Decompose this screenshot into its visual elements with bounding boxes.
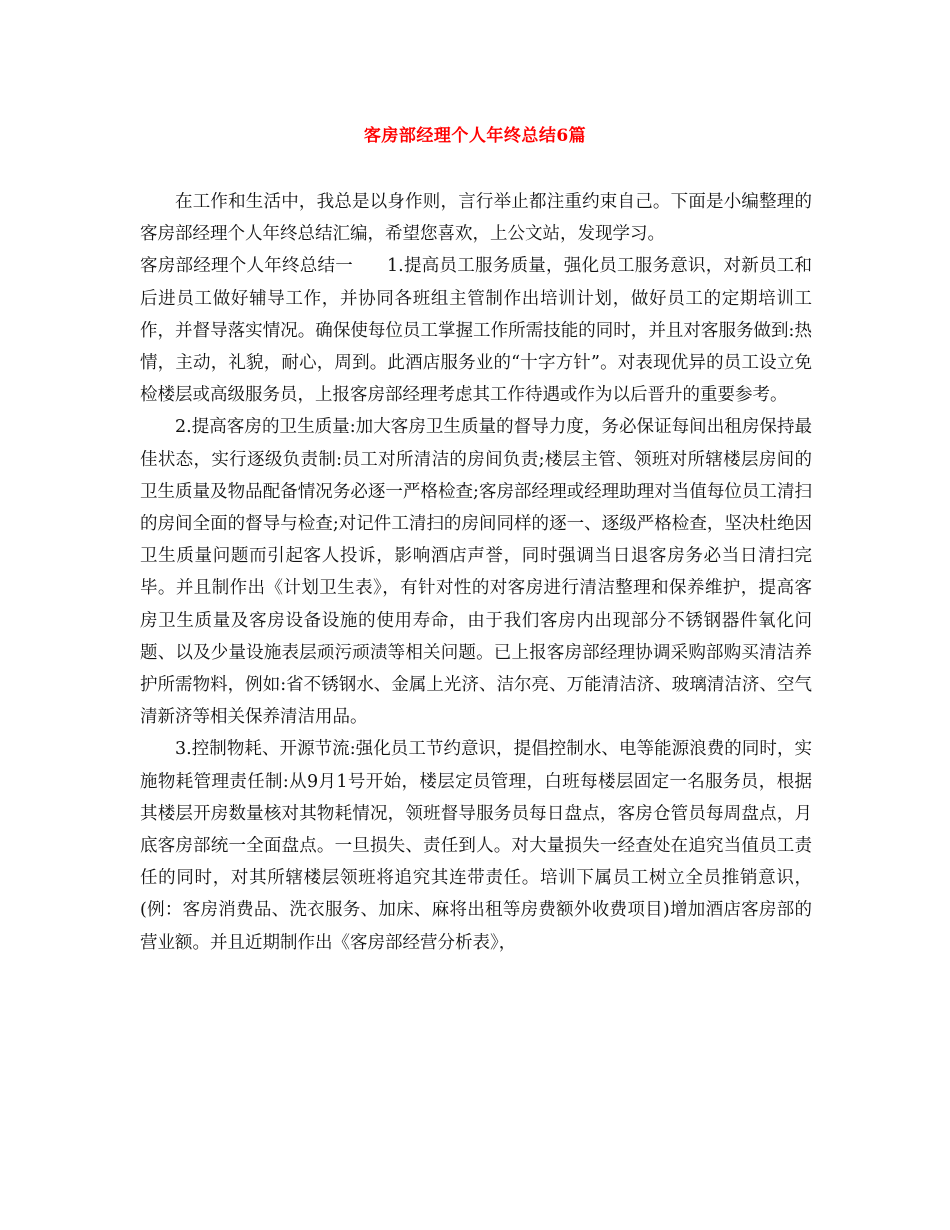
item-three-paragraph: 3.控制物耗、开源节流:强化员工节约意识，提倡控制水、电等能源浪费的同时，实施物耗管理责任制:从9月1号开始，楼层定员管理，白班每楼层固定一名服务员，根据其楼层开房数量核对其物耗情况，领班督导服务员每日盘点，客房仓管员每周盘点，月底客房部统一全面盘点。一旦损失、责任到人。对大量损失一经查处在追究当值员工责任的同时，对其所辖楼层领班将追究其连带责任。培训下属员工树立全员推销意识，(例：客房消费品、洗衣服务、加床、麻将出租等房费额外收费项目)增加酒店客房部的营业额。并且近期制作出《客房部经营分析表》， <box>140 739 812 953</box>
section-one-paragraph <box>140 250 812 411</box>
intro-paragraph: 在工作和生活中，我总是以身作则，言行举止都注重约束自己。下面是小编整理的客房部经理个人年终总结汇编，希望您喜欢，上公文站，发现学习。 <box>140 192 812 245</box>
item-two-paragraph: 2.提高客房的卫生质量:加大客房卫生质量的督导力度，务必保证每间出租房保持最佳状态，实行逐级负责制:员工对所清洁的房间负责;楼层主管、领班对所辖楼层房间的卫生质量及物品配备情况务必逐一严格检查;客房部经理或经理助理对当值每位员工清扫的房间全面的督导与检查;对记件工清扫的房间同样的逐一、逐级严格检查，坚决杜绝因卫生质量问题而引起客人投诉，影响酒店声誉，同时强调当日退客房务必当日清扫完毕。并且制作出《计划卫生表》，有针对性的对客房进行清洁整理和保养维护，提高客房卫生质量及客房设备设施的使用寿命，由于我们客房内出现部分不锈钢器件氧化问题、以及少量设施表层顽污顽渍等相关问题。已上报客房部经理协调采购部购买清洁养护所需物料，例如:省不锈钢水、金属上光济、洁尔亮、万能清洁济、玻璃清洁济、空气清新济等相关保养清洁用品。 <box>140 417 812 728</box>
section-heading: 客房部经理个人年终总结一 <box>140 256 354 277</box>
document-title: 客房部经理个人年终总结6篇 <box>363 126 587 146</box>
document-body <box>140 186 812 959</box>
item-one-text: 1.提高员工服务质量，强化员工服务意识，对新员工和后进员工做好辅导工作，并协同各班组主管制作出培训计划，做好员工的定期培训工作，并督导落实情况。确保使每位员工掌握工作所需技能的同时，并且对客服务做到:热情，主动，礼貌，耐心，周到。此酒店服务业的“十字方针”。对表现优异的员工设立免检楼层或高级服务员，上报客房部经理考虑其工作待遇或作为以后晋升的重要参考。 <box>140 256 812 406</box>
